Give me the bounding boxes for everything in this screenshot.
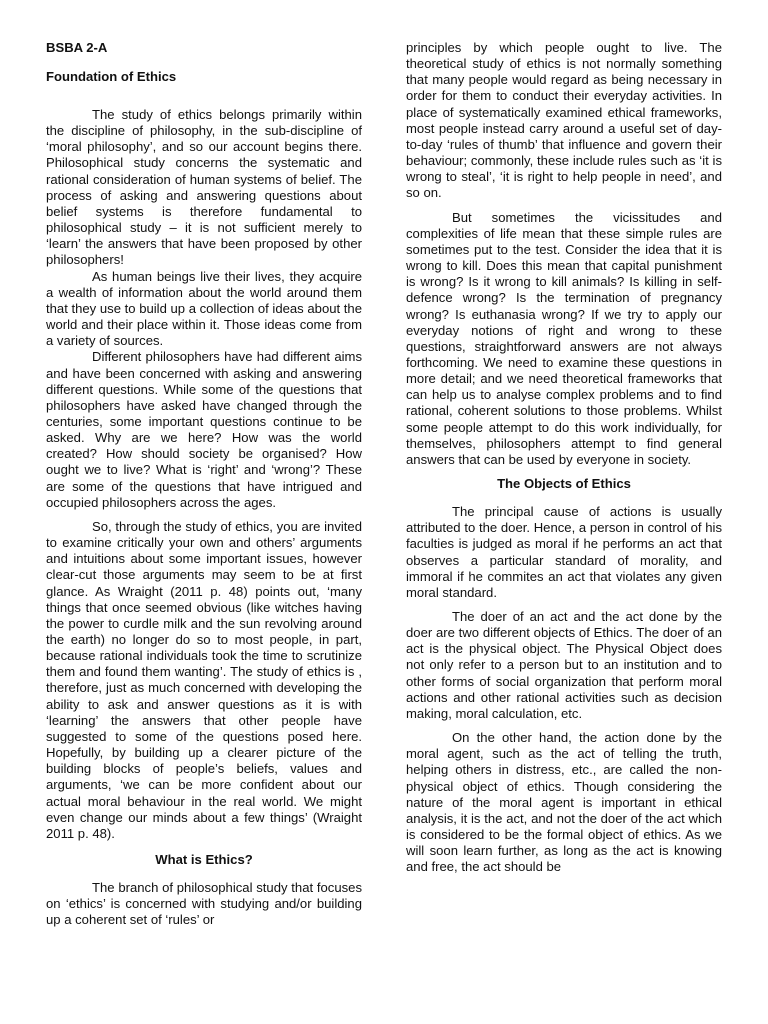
paragraph: principles by which people ought to live. The theoretical study of ethics is not normally something that many people would regard as being necessary in order for them to conduct their everyday activities. In place of systematically examined ethical frameworks, most people instead carry around a useful set of day-to-day ‘rules of thumb’ that influence and govern their behaviour; commonly, these include rules such as ‘it is wrong to steal’, ‘it is right to help people in need’, and so on. <box>406 40 722 201</box>
paragraph: The principal cause of actions is usually attributed to the doer. Hence, a person in control of his faculties is judged as moral if he performs an act that observes a particular standard of morality, and immoral if he commites an act that violates any given moral standard. <box>406 504 722 600</box>
paragraph: The branch of philosophical study that focuses on ‘ethics’ is concerned with studying and/or building up a coherent set of ‘rules’ or <box>46 880 362 928</box>
left-column <box>46 40 362 937</box>
section-heading-objects-of-ethics: The Objects of Ethics <box>497 476 631 492</box>
section-heading-what-is-ethics: What is Ethics? <box>155 852 253 868</box>
paragraph: As human beings live their lives, they acquire a wealth of information about the world around them that they use to build up a collection of ideas about the world and their place within it. Those ideas come from a variety of sources. <box>46 268 362 349</box>
paragraph: The doer of an act and the act done by the doer are two different objects of Ethics. The doer of an act is the physical object. The Physical Object does not only refer to a person but to an institution and to other forms of social organization that perform moral actions and other rational activities such as decision making, moral calculation, etc. <box>406 609 722 721</box>
course-label: BSBA 2-A <box>46 40 108 55</box>
paragraph: The study of ethics belongs primarily within the discipline of philosophy, in the sub-discipline of ‘moral philosophy’, and so our account begins there. Philosophical study concerns the systematic and rational consideration of human systems of belief. The process of asking and answering questions about belief systems is therefore fundamental to philosophical study – it is not sufficient merely to ‘learn’ the answers that have been proposed by other philosophers! <box>46 107 362 268</box>
document-title: Foundation of Ethics <box>46 69 177 84</box>
paragraph: So, through the study of ethics, you are invited to examine critically your own and others’ arguments and intuitions about some important issues, however clear-cut those arguments may seem to be at first glance. As Wraight (2011 p. 48) points out, ‘many things that once seemed obvious (like witches having the power to curdle milk and the sun revolving around the earth) no longer do so to most people, in part, because rational individuals took the time to scrutinize them and found them wanting’. The study of ethics is , therefore, just as much concerned with developing the ability to ask and answer questions as it is with ‘learning’ the answers that other people have suggested to some of the questions posed here. Hopefully, by building up a clearer picture of the building blocks of people’s beliefs, values and arguments, ‘we can be more confident about our actual moral behaviour in the real world. We might even change our minds about a few things’ (Wraight 2011 p. 48). <box>46 518 362 841</box>
paragraph: On the other hand, the action done by the moral agent, such as the act of telling the truth, helping others in distress, etc., are called the non-physical object of ethics. Though considering the nature of the moral agent is important in ethical analysis, it is the act, and not the doer of the act which is considered to be the formal object of ethics. As we will soon learn further, as long as the act is knowing and free, the act should be <box>406 730 722 875</box>
right-column <box>406 40 722 884</box>
paragraph: Different philosophers have had different aims and have been concerned with asking and answering different questions. While some of the questions that philosophers have asked have changed through the centuries, some important questions continue to be asked. Why are we here? How was the world created? How should society be organised? How ought we to live? What is ‘right’ and ‘wrong’? These are some of the questions that have intrigued and occupied philosophers across the ages. <box>46 349 362 510</box>
paragraph: But sometimes the vicissitudes and complexities of life mean that these simple rules are sometimes put to the test. Consider the idea that it is wrong to kill. Does this mean that capital punishment is wrong? Is it wrong to kill animals? Is killing in self-defence wrong? Is the termination of pregnancy wrong? Is euthanasia wrong? If we try to apply our everyday notions of right and wrong to these questions, straightforward answers are not always forthcoming. We need to examine these questions in more detail; and we need theoretical frameworks that can help us to analyse complex problems and to find rational, coherent solutions to those problems. Whilst some people attempt to do this work individually, for themselves, philosophers attempt to find general answers that can be used by everyone in society. <box>406 209 722 467</box>
